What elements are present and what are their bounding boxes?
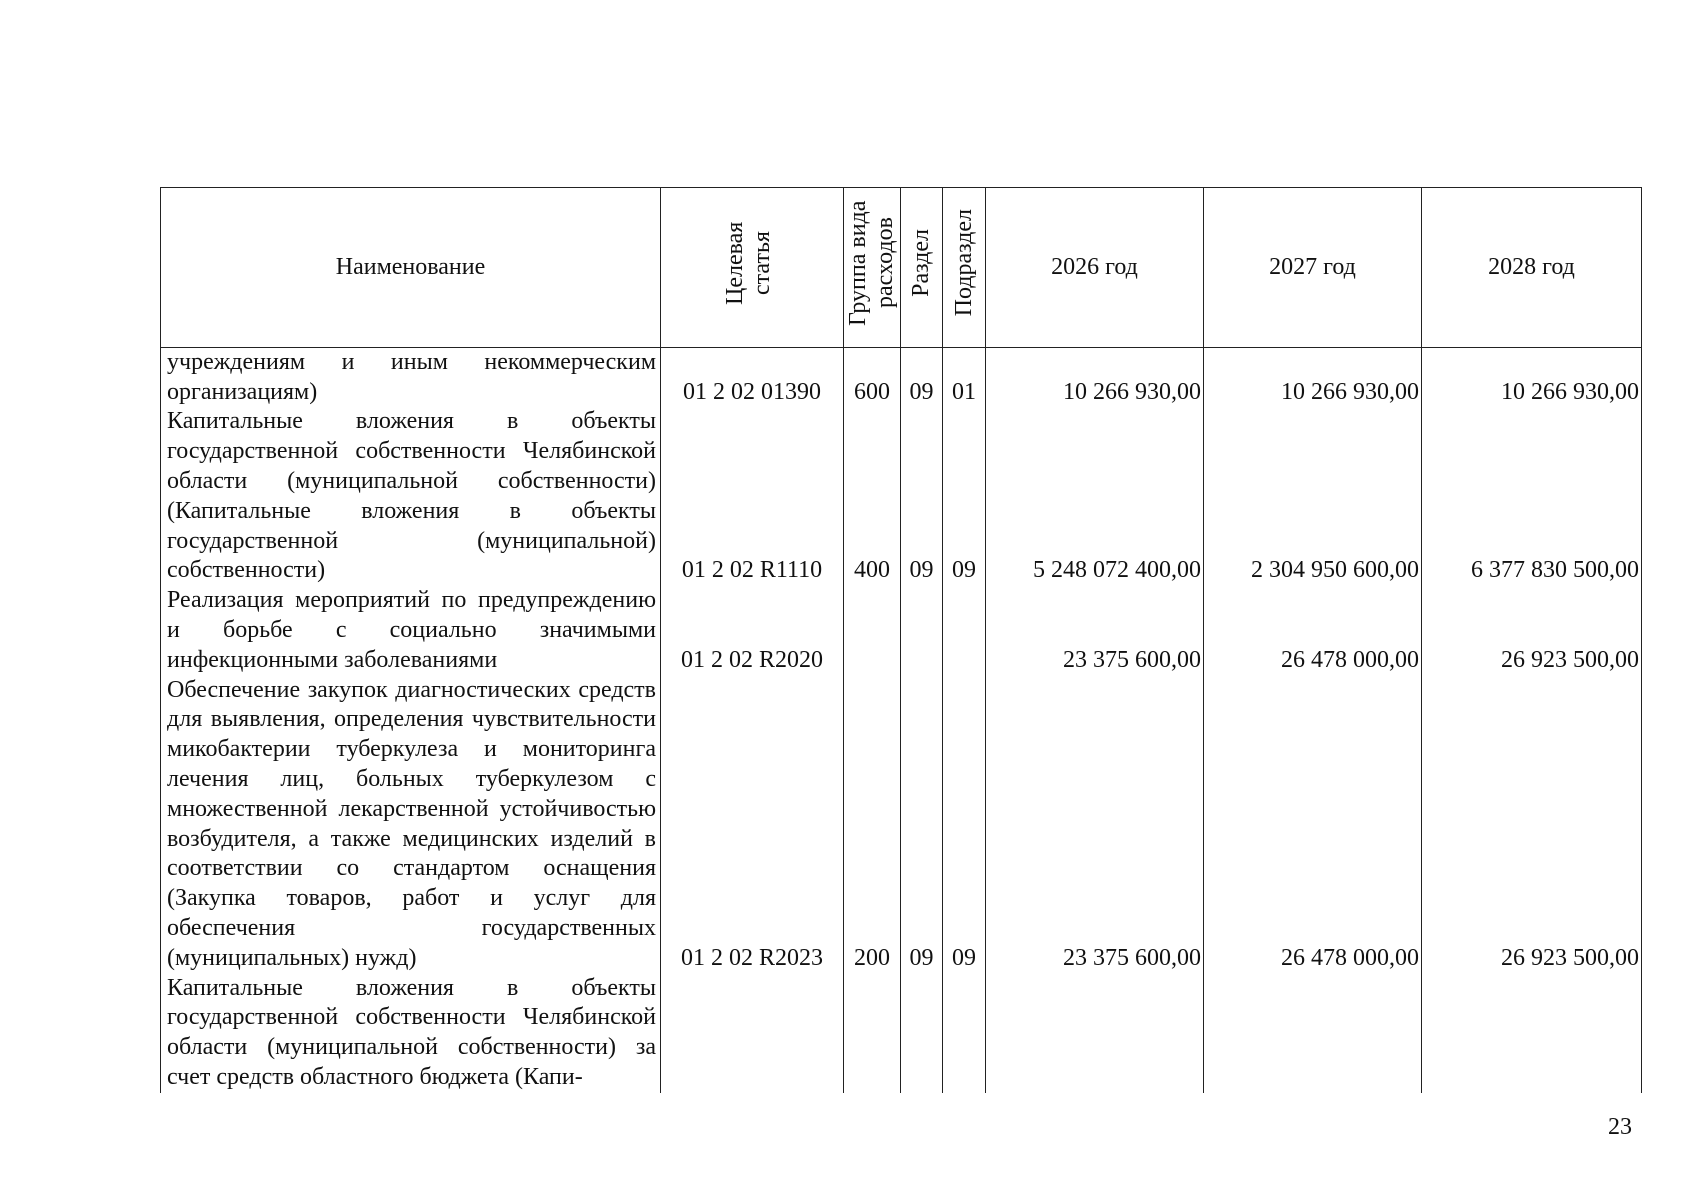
- row-group: 400: [844, 407, 901, 586]
- row-name: Капитальные вложения в объекты государственной собственности Челябинской области (муниципальной собственности) (Капитальные вложения в объекты государственной (муниципальной) собственности): [161, 407, 661, 586]
- row-2028: 26 923 500,00: [1422, 676, 1642, 974]
- row-group: [844, 586, 901, 675]
- row-2026: [986, 974, 1204, 1093]
- row-group: [844, 974, 901, 1093]
- header-name-label: Наименование: [335, 253, 486, 280]
- row-2028: 10 266 930,00: [1422, 347, 1642, 407]
- row-group: 200: [844, 676, 901, 974]
- row-2027: 2 304 950 600,00: [1204, 407, 1422, 586]
- header-target-article: [661, 188, 844, 348]
- row-2027: [1204, 974, 1422, 1093]
- budget-table: [160, 187, 1642, 1093]
- row-code: 01 2 02 R2020: [661, 586, 844, 675]
- header-2027: [1204, 188, 1422, 348]
- row-2027: 10 266 930,00: [1204, 347, 1422, 407]
- table-row: [161, 676, 1642, 974]
- row-section: 09: [901, 347, 943, 407]
- row-name: Капитальные вложения в объекты государственной собственности Челябинской области (муниципальной собственности) за счет средств областного бюджета (Капи-: [161, 974, 661, 1093]
- row-2028: [1422, 974, 1642, 1093]
- row-group: 600: [844, 347, 901, 407]
- row-section: [901, 586, 943, 675]
- header-expense-group-label: Группа вида расходов: [845, 200, 898, 326]
- row-2026: 23 375 600,00: [986, 586, 1204, 675]
- row-code: 01 2 02 R2023: [661, 676, 844, 974]
- row-code: 01 2 02 01390: [661, 347, 844, 407]
- row-section: 09: [901, 676, 943, 974]
- header-2028: [1422, 188, 1642, 348]
- row-subsection: 01: [943, 347, 986, 407]
- header-section-label: Раздел: [908, 229, 934, 297]
- row-subsection: [943, 974, 986, 1093]
- header-2026-label: 2026 год: [1051, 253, 1138, 280]
- header-2028-label: 2028 год: [1488, 253, 1575, 280]
- row-section: [901, 974, 943, 1093]
- row-2026: 5 248 072 400,00: [986, 407, 1204, 586]
- header-target-article-label: Целевая статья: [722, 221, 775, 305]
- table-row: [161, 347, 1642, 407]
- header-expense-group: [844, 188, 901, 348]
- row-name: учреждениям и иным некоммерческим организациям): [161, 347, 661, 407]
- row-subsection: [943, 586, 986, 675]
- row-name: Реализация мероприятий по предупреждению и борьбе с социально значимыми инфекционными заболеваниями: [161, 586, 661, 675]
- header-2026: [986, 188, 1204, 348]
- row-2026: 10 266 930,00: [986, 347, 1204, 407]
- row-subsection: 09: [943, 676, 986, 974]
- header-2027-label: 2027 год: [1269, 253, 1356, 280]
- row-2028: 26 923 500,00: [1422, 586, 1642, 675]
- table-row: [161, 407, 1642, 586]
- row-name: Обеспечение закупок диагностических средств для выявления, определения чувствительности микобактерии туберкулеза и мониторинга лечения лиц, больных туберкулезом с множественной лекарственной устойчивостью возбудителя, а также медицинских изделий в соответствии со стандартом оснащения (Закупка товаров, работ и услуг для обеспечения государственных (муниципальных) нужд): [161, 676, 661, 974]
- table-row: [161, 586, 1642, 675]
- header-section: [901, 188, 943, 348]
- header-row: [161, 188, 1642, 348]
- row-2027: 26 478 000,00: [1204, 586, 1422, 675]
- header-subsection: [943, 188, 986, 348]
- table-row: [161, 974, 1642, 1093]
- row-2028: 6 377 830 500,00: [1422, 407, 1642, 586]
- row-section: 09: [901, 407, 943, 586]
- row-code: 01 2 02 R1110: [661, 407, 844, 586]
- row-2026: 23 375 600,00: [986, 676, 1204, 974]
- row-2027: 26 478 000,00: [1204, 676, 1422, 974]
- header-name: [161, 188, 661, 348]
- row-subsection: 09: [943, 407, 986, 586]
- page-number: 23: [1608, 1114, 1632, 1140]
- header-subsection-label: Подраздел: [950, 209, 977, 317]
- row-code: [661, 974, 844, 1093]
